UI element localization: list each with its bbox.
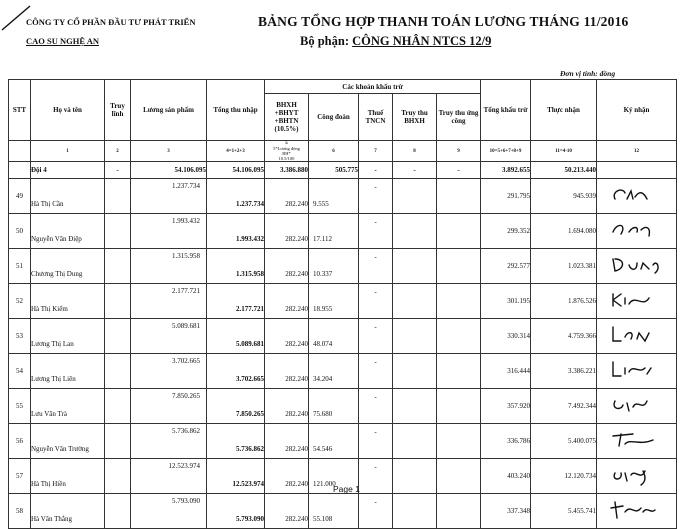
row-truy-thu-ung [437, 284, 481, 319]
header-bhxh-line3: +BHTN [274, 117, 299, 125]
row-truy-thu-bhxh [393, 389, 437, 424]
row-tong-khau-tru: 292.577 [481, 249, 531, 284]
row-tong-khau-tru: 291.795 [481, 179, 531, 214]
row-thue: - [359, 389, 393, 424]
row-name: Lương Thị Lan [31, 319, 105, 354]
handwritten-signature [609, 255, 665, 277]
row-thue: - [359, 179, 393, 214]
row-bhxh: 282.240 [265, 214, 309, 249]
team-bhxh: 3.386.880 [265, 162, 309, 179]
team-luong-sp: 54.106.095 [131, 162, 207, 179]
row-luong-sp-value: 5.089.681 [172, 322, 200, 330]
row-tong-khau-tru: 337.348 [481, 494, 531, 529]
team-thue: - [359, 162, 393, 179]
row-cong-doan: 17.112 [309, 214, 359, 249]
header-thuc-nhan: Thực nhận [531, 80, 597, 141]
row-tong-thu-nhap: 5.736.862 [207, 424, 265, 459]
handwritten-signature [609, 290, 665, 312]
row-truy-thu-ung [437, 354, 481, 389]
index-cell: 7 [359, 141, 393, 162]
handwritten-signature [609, 220, 665, 242]
row-truy-thu-ung [437, 179, 481, 214]
index-row [9, 141, 677, 162]
row-cong-doan: 75.680 [309, 389, 359, 424]
row-thue: - [359, 494, 393, 529]
row-thuc-nhan: 12.120.734 [531, 459, 597, 494]
row-luong-sp-value: 5.793.090 [172, 497, 200, 505]
department-line [300, 34, 491, 49]
team-thuc-nhan: 50.213.440 [531, 162, 597, 179]
row-thue: - [359, 424, 393, 459]
row-tong-khau-tru: 301.195 [481, 284, 531, 319]
index-cell-text: 5 [285, 141, 288, 146]
company-header [26, 17, 195, 47]
row-truy-thu-bhxh [393, 459, 437, 494]
row-stt: 53 [9, 319, 31, 354]
row-name: Chương Thị Dung [31, 249, 105, 284]
row-bhxh: 282.240 [265, 354, 309, 389]
row-stt: 54 [9, 354, 31, 389]
row-thue: - [359, 284, 393, 319]
row-name: Hà Thị Hiền [31, 459, 105, 494]
index-cell: 10=5+6+7+8+9 [481, 141, 531, 162]
row-cong-doan: 121.000 [309, 459, 359, 494]
signature-stroke [614, 471, 645, 485]
row-tong-thu-nhap: 1.993.432 [207, 214, 265, 249]
signature-stroke [613, 362, 651, 376]
row-cong-doan: 34.204 [309, 354, 359, 389]
row-truy-thu-ung [437, 389, 481, 424]
row-stt: 52 [9, 284, 31, 319]
handwritten-signature [609, 185, 665, 207]
row-name: Hà Thị Cần [31, 179, 105, 214]
company-name-line2: CAO SU NGHỆ AN [26, 36, 99, 46]
handwritten-signature [609, 465, 665, 487]
row-bhxh: 282.240 [265, 424, 309, 459]
row-signature [597, 389, 677, 424]
signature-stroke [613, 434, 653, 446]
table-row [9, 249, 677, 284]
handwritten-signature [609, 360, 665, 382]
team-truy-linh: - [105, 162, 131, 179]
signature-stroke [613, 294, 649, 306]
row-truy-thu-ung [437, 459, 481, 494]
bhxh-formula-note: BH* [282, 151, 291, 156]
row-luong-sp-value: 7.850.265 [172, 392, 200, 400]
row-thue: - [359, 319, 393, 354]
unit-note: Đơn vị tính: đồng [560, 69, 616, 78]
row-bhxh: 282.240 [265, 284, 309, 319]
row-truy-thu-bhxh [393, 319, 437, 354]
row-truy-thu-ung [437, 424, 481, 459]
row-bhxh: 282.240 [265, 459, 309, 494]
header-bhxh-line2: +BHYT [274, 109, 299, 117]
row-luong-sp [131, 179, 207, 214]
row-truy-linh [105, 214, 131, 249]
row-tong-thu-nhap: 5.089.681 [207, 319, 265, 354]
row-signature [597, 179, 677, 214]
row-stt: 57 [9, 459, 31, 494]
row-signature [597, 319, 677, 354]
row-luong-sp [131, 249, 207, 284]
row-tong-thu-nhap: 7.850.265 [207, 389, 265, 424]
header-luong-sp: Lương sản phẩm [131, 80, 207, 141]
row-tong-khau-tru: 357.920 [481, 389, 531, 424]
team-stt [9, 162, 31, 179]
handwritten-signature [609, 325, 665, 347]
index-cell: 1 [31, 141, 105, 162]
index-cell: 9 [437, 141, 481, 162]
row-thuc-nhan: 3.386.221 [531, 354, 597, 389]
row-luong-sp-value: 1.993.432 [172, 217, 200, 225]
table-row [9, 214, 677, 249]
row-thue: - [359, 249, 393, 284]
row-thue: - [359, 214, 393, 249]
row-luong-sp [131, 389, 207, 424]
row-luong-sp [131, 354, 207, 389]
index-cell: 2 [105, 141, 131, 162]
row-tong-khau-tru: 336.786 [481, 424, 531, 459]
row-signature [597, 354, 677, 389]
row-stt: 49 [9, 179, 31, 214]
header-bhxh [265, 94, 309, 141]
header-stt: STT [9, 80, 31, 141]
table-row [9, 494, 677, 529]
row-tong-khau-tru: 316.444 [481, 354, 531, 389]
row-signature [597, 214, 677, 249]
row-tong-khau-tru: 330.314 [481, 319, 531, 354]
row-truy-thu-ung [437, 214, 481, 249]
row-stt: 51 [9, 249, 31, 284]
row-stt: 58 [9, 494, 31, 529]
header-deductions-group: Các khoản khấu trừ [265, 80, 481, 94]
row-truy-thu-bhxh [393, 494, 437, 529]
row-name: Hà Thị Kiểm [31, 284, 105, 319]
header-tong-khau-tru: Tổng khấu trừ [481, 80, 531, 141]
row-name: Nguyễn Văn Điệp [31, 214, 105, 249]
index-cell [265, 141, 309, 162]
team-tong-khau-tru: 3.892.655 [481, 162, 531, 179]
index-cell: 6 [309, 141, 359, 162]
row-bhxh: 282.240 [265, 179, 309, 214]
row-truy-thu-bhxh [393, 424, 437, 459]
index-cell: 11=4-10 [531, 141, 597, 162]
row-truy-linh [105, 179, 131, 214]
row-luong-sp-value: 1.315.958 [172, 252, 200, 260]
row-stt: 56 [9, 424, 31, 459]
row-name: Nguyễn Văn Trường [31, 424, 105, 459]
header-truy-linh: Truy lĩnh [105, 80, 131, 141]
signature-stroke [611, 502, 655, 518]
index-cell: 3 [131, 141, 207, 162]
header-thue: Thuế TNCN [359, 94, 393, 141]
row-luong-sp [131, 284, 207, 319]
table-row [9, 319, 677, 354]
row-luong-sp-value: 3.702.665 [172, 357, 200, 365]
header-name: Họ và tên [31, 80, 105, 141]
row-tong-thu-nhap: 3.702.665 [207, 354, 265, 389]
header-ky-nhan: Ký nhận [597, 80, 677, 141]
signature-stroke [613, 327, 649, 341]
row-name: Lương Thị Liên [31, 354, 105, 389]
row-stt: 55 [9, 389, 31, 424]
row-bhxh: 282.240 [265, 389, 309, 424]
row-bhxh: 282.240 [265, 319, 309, 354]
signature-stroke [614, 190, 647, 199]
payroll-body [9, 141, 677, 529]
row-thuc-nhan: 7.492.344 [531, 389, 597, 424]
index-cell: 12 [597, 141, 677, 162]
row-truy-thu-bhxh [393, 179, 437, 214]
row-truy-linh [105, 494, 131, 529]
row-bhxh: 282.240 [265, 249, 309, 284]
header-cong-doan: Công đoàn [309, 94, 359, 141]
row-tong-thu-nhap: 12.523.974 [207, 459, 265, 494]
index-cell: 8 [393, 141, 437, 162]
row-truy-thu-bhxh [393, 214, 437, 249]
row-cong-doan: 18.955 [309, 284, 359, 319]
team-signature [597, 162, 677, 179]
row-luong-sp [131, 494, 207, 529]
department-value: CÔNG NHÂN NTCS 12/9 [352, 34, 492, 48]
row-luong-sp [131, 459, 207, 494]
handwritten-signature [609, 500, 665, 522]
row-cong-doan: 55.108 [309, 494, 359, 529]
signature-stroke [613, 225, 649, 236]
team-truy-thu-ung: - [437, 162, 481, 179]
team-cong-doan: 505.775 [309, 162, 359, 179]
row-cong-doan: 9.555 [309, 179, 359, 214]
department-label: Bộ phận: [300, 34, 349, 48]
row-truy-thu-bhxh [393, 354, 437, 389]
row-truy-linh [105, 319, 131, 354]
row-tong-thu-nhap: 1.315.958 [207, 249, 265, 284]
row-truy-linh [105, 354, 131, 389]
row-tong-thu-nhap: 1.237.734 [207, 179, 265, 214]
row-stt: 50 [9, 214, 31, 249]
row-tong-thu-nhap: 2.177.721 [207, 284, 265, 319]
handwritten-signature [609, 395, 665, 417]
row-truy-linh [105, 459, 131, 494]
row-thuc-nhan: 1.023.381 [531, 249, 597, 284]
handwritten-signature [609, 430, 665, 452]
row-luong-sp-value: 1.237.734 [172, 182, 200, 190]
company-name-line1: CÔNG TY CỔ PHẦN ĐẦU TƯ PHÁT TRIỂN [26, 17, 196, 27]
row-luong-sp [131, 424, 207, 459]
row-thuc-nhan: 1.694.080 [531, 214, 597, 249]
row-truy-linh [105, 424, 131, 459]
team-truy-thu-bhxh: - [393, 162, 437, 179]
row-truy-thu-bhxh [393, 284, 437, 319]
row-thuc-nhan: 5.455.741 [531, 494, 597, 529]
row-cong-doan: 10.337 [309, 249, 359, 284]
row-luong-sp [131, 214, 207, 249]
row-cong-doan: 48.074 [309, 319, 359, 354]
row-truy-linh [105, 249, 131, 284]
row-thue: - [359, 459, 393, 494]
header-bhxh-line1: BHXH [276, 101, 297, 109]
row-luong-sp [131, 319, 207, 354]
row-truy-thu-ung [437, 249, 481, 284]
row-truy-linh [105, 389, 131, 424]
row-signature [597, 284, 677, 319]
row-thuc-nhan: 945.939 [531, 179, 597, 214]
team-tong-thu-nhap: 54.106.095 [207, 162, 265, 179]
row-thue: - [359, 354, 393, 389]
header-truy-thu-ung: Truy thu ứng công [437, 94, 481, 141]
row-cong-doan: 54.546 [309, 424, 359, 459]
team-row [9, 162, 677, 179]
row-truy-thu-bhxh [393, 249, 437, 284]
header-bhxh-line4: (10.5%) [274, 125, 299, 133]
row-signature [597, 494, 677, 529]
row-signature [597, 249, 677, 284]
row-tong-khau-tru: 299.352 [481, 214, 531, 249]
index-cell: 4=1+2+3 [207, 141, 265, 162]
table-row [9, 389, 677, 424]
row-name: Lưu Văn Trà [31, 389, 105, 424]
table-row [9, 354, 677, 389]
team-name: Đội 4 [31, 162, 105, 179]
table-row [9, 284, 677, 319]
signature-stroke [613, 259, 658, 273]
row-bhxh: 282.240 [265, 494, 309, 529]
table-row [9, 424, 677, 459]
row-luong-sp-value: 5.736.862 [172, 427, 200, 435]
row-truy-thu-ung [437, 319, 481, 354]
index-cell-stt [9, 141, 31, 162]
document-title: BẢNG TỔNG HỢP THANH TOÁN LƯƠNG THÁNG 11/2016 [258, 14, 629, 29]
row-signature [597, 424, 677, 459]
row-signature [597, 459, 677, 494]
header-tong-thu-nhap: Tổng thu nhập [207, 80, 265, 141]
header-truy-thu-bhxh: Truy thu BHXH [393, 94, 437, 141]
page-number: Page 1 [333, 484, 360, 494]
row-luong-sp-value: 2.177.721 [172, 287, 200, 295]
table-row [9, 179, 677, 214]
bhxh-formula-note: 10.5/100 [278, 156, 295, 161]
row-luong-sp-value: 12.523.974 [168, 462, 200, 470]
row-tong-thu-nhap: 5.793.090 [207, 494, 265, 529]
row-thuc-nhan: 1.876.526 [531, 284, 597, 319]
payroll-table [8, 79, 677, 529]
bhxh-formula-note: 5*Lương đóng [273, 146, 300, 151]
signature-stroke [614, 401, 647, 411]
row-thuc-nhan: 4.759.366 [531, 319, 597, 354]
row-truy-thu-ung [437, 494, 481, 529]
row-name: Hà Văn Thắng [31, 494, 105, 529]
row-tong-khau-tru: 403.240 [481, 459, 531, 494]
row-thuc-nhan: 5.400.075 [531, 424, 597, 459]
row-truy-linh [105, 284, 131, 319]
